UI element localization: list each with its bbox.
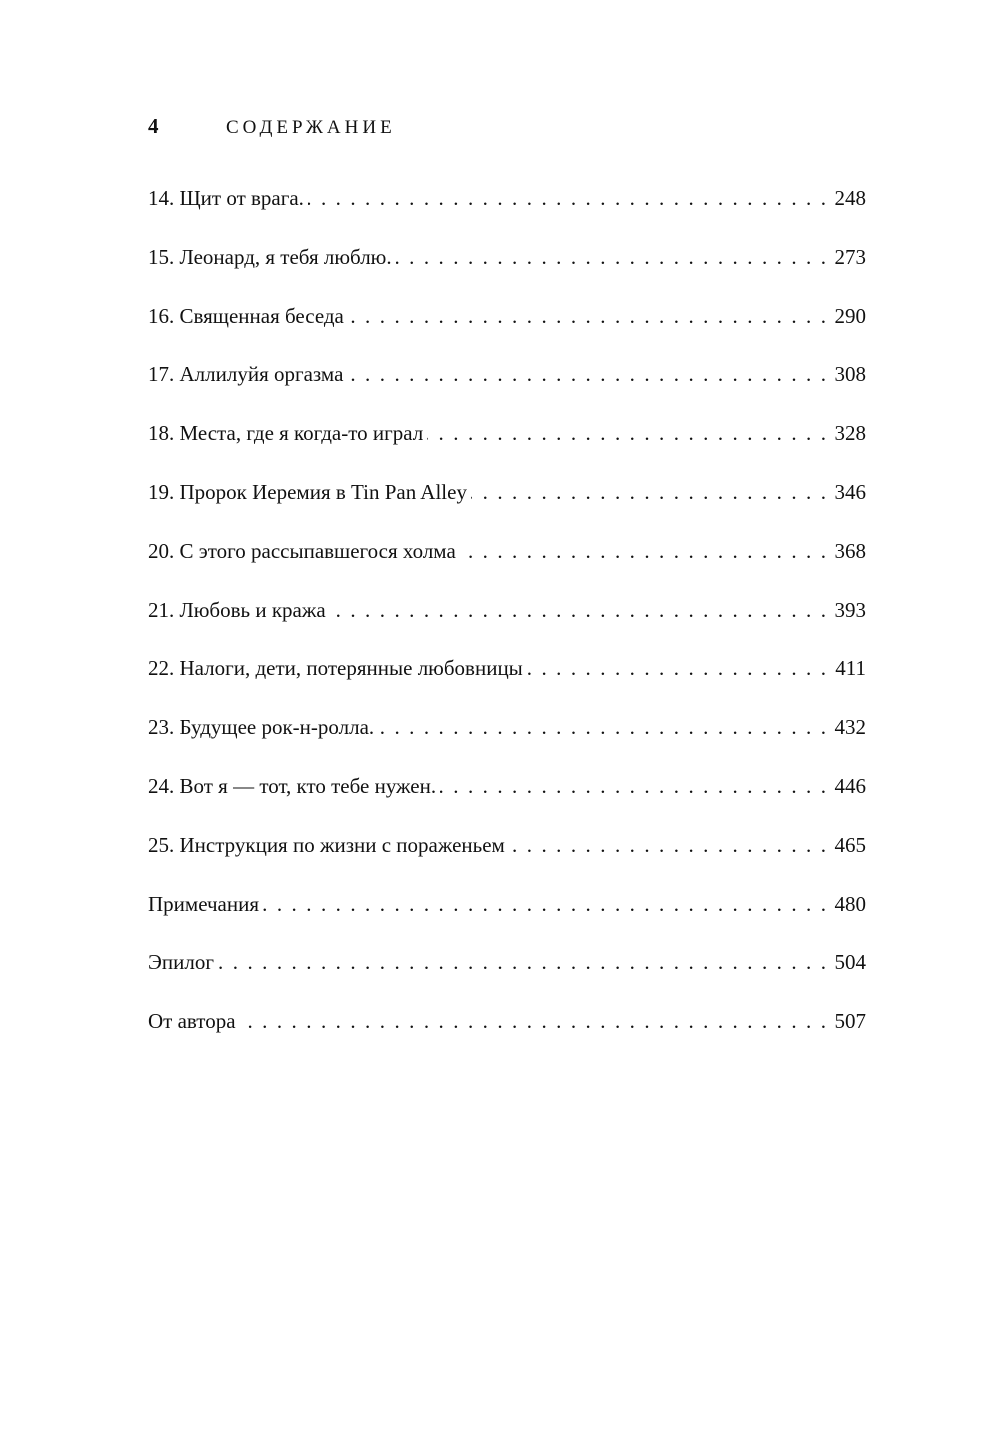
toc-entry-page: 308 <box>834 362 866 387</box>
toc-entry-title: 16. Священная беседа <box>148 303 344 328</box>
toc-entry-title: От автора <box>148 1009 236 1034</box>
toc-entry-title: 25. Инструкция по жизни с пораженьем <box>148 832 505 857</box>
dot-leader <box>509 830 826 860</box>
toc-entry-page: 432 <box>834 715 866 740</box>
dot-leader <box>330 595 826 625</box>
toc-entry <box>148 359 866 418</box>
toc-entry-title: 17. Аллилуйя оргазма <box>148 362 344 387</box>
toc-entry-page: 346 <box>834 479 866 504</box>
dot-leader <box>348 301 826 331</box>
table-of-contents <box>148 183 866 1065</box>
dot-leader <box>427 418 826 448</box>
toc-entry-title: 24. Вот я — тот, кто тебе нужен. <box>148 773 437 798</box>
running-head <box>148 114 396 142</box>
dot-leader <box>347 359 826 389</box>
toc-entry-page: 446 <box>834 773 866 798</box>
toc-entry-title: 23. Будущее рок-н-ролла. <box>148 715 375 740</box>
toc-entry <box>148 653 866 712</box>
dot-leader <box>378 712 826 742</box>
toc-entry <box>148 771 866 830</box>
dot-leader <box>240 1006 826 1036</box>
toc-entry <box>148 889 866 948</box>
toc-entry <box>148 301 866 360</box>
toc-entry-title: 20. С этого рассыпавшегося холма <box>148 538 456 563</box>
dot-leader <box>263 889 826 919</box>
toc-entry <box>148 418 866 477</box>
page-number: 4 <box>148 114 159 138</box>
toc-entry-page: 368 <box>834 538 866 563</box>
toc-entry-page: 393 <box>834 597 866 622</box>
toc-entry-page: 290 <box>834 303 866 328</box>
dot-leader <box>460 536 826 566</box>
dot-leader <box>218 947 826 977</box>
toc-entry <box>148 830 866 889</box>
dot-leader <box>471 477 826 507</box>
toc-entry-title: 21. Любовь и кража <box>148 597 326 622</box>
toc-entry-title: 22. Налоги, дети, потерянные любовницы <box>148 656 523 681</box>
toc-entry <box>148 536 866 595</box>
toc-entry-page: 480 <box>834 891 866 916</box>
toc-entry-page: 465 <box>834 832 866 857</box>
toc-entry-title: Эпилог <box>148 950 214 975</box>
dot-leader <box>440 771 826 801</box>
dot-leader <box>527 653 826 683</box>
toc-entry-title: Примечания <box>148 891 260 916</box>
toc-entry-page: 328 <box>834 421 866 446</box>
toc-entry-title: 19. Пророк Иеремия в Tin Pan Alley <box>148 479 467 504</box>
toc-entry <box>148 947 866 1006</box>
toc-entry <box>148 242 866 301</box>
toc-entry-page: 411 <box>835 656 866 681</box>
dot-leader <box>308 183 826 213</box>
toc-entry-title: 18. Места, где я когда-то играл <box>148 421 424 446</box>
toc-entry-page: 507 <box>834 1009 866 1034</box>
toc-entry <box>148 712 866 771</box>
toc-entry-title: 15. Леонард, я тебя люблю. <box>148 244 392 269</box>
toc-entry-page: 273 <box>834 244 866 269</box>
toc-entry <box>148 1006 866 1065</box>
toc-entry <box>148 183 866 242</box>
section-title: СОДЕРЖАНИЕ <box>226 117 396 138</box>
dot-leader <box>396 242 826 272</box>
toc-entry-page: 248 <box>834 186 866 210</box>
toc-entry <box>148 595 866 654</box>
toc-entry <box>148 477 866 536</box>
toc-entry-title: 14. Щит от врага. <box>148 186 304 210</box>
toc-entry-page: 504 <box>834 950 866 975</box>
